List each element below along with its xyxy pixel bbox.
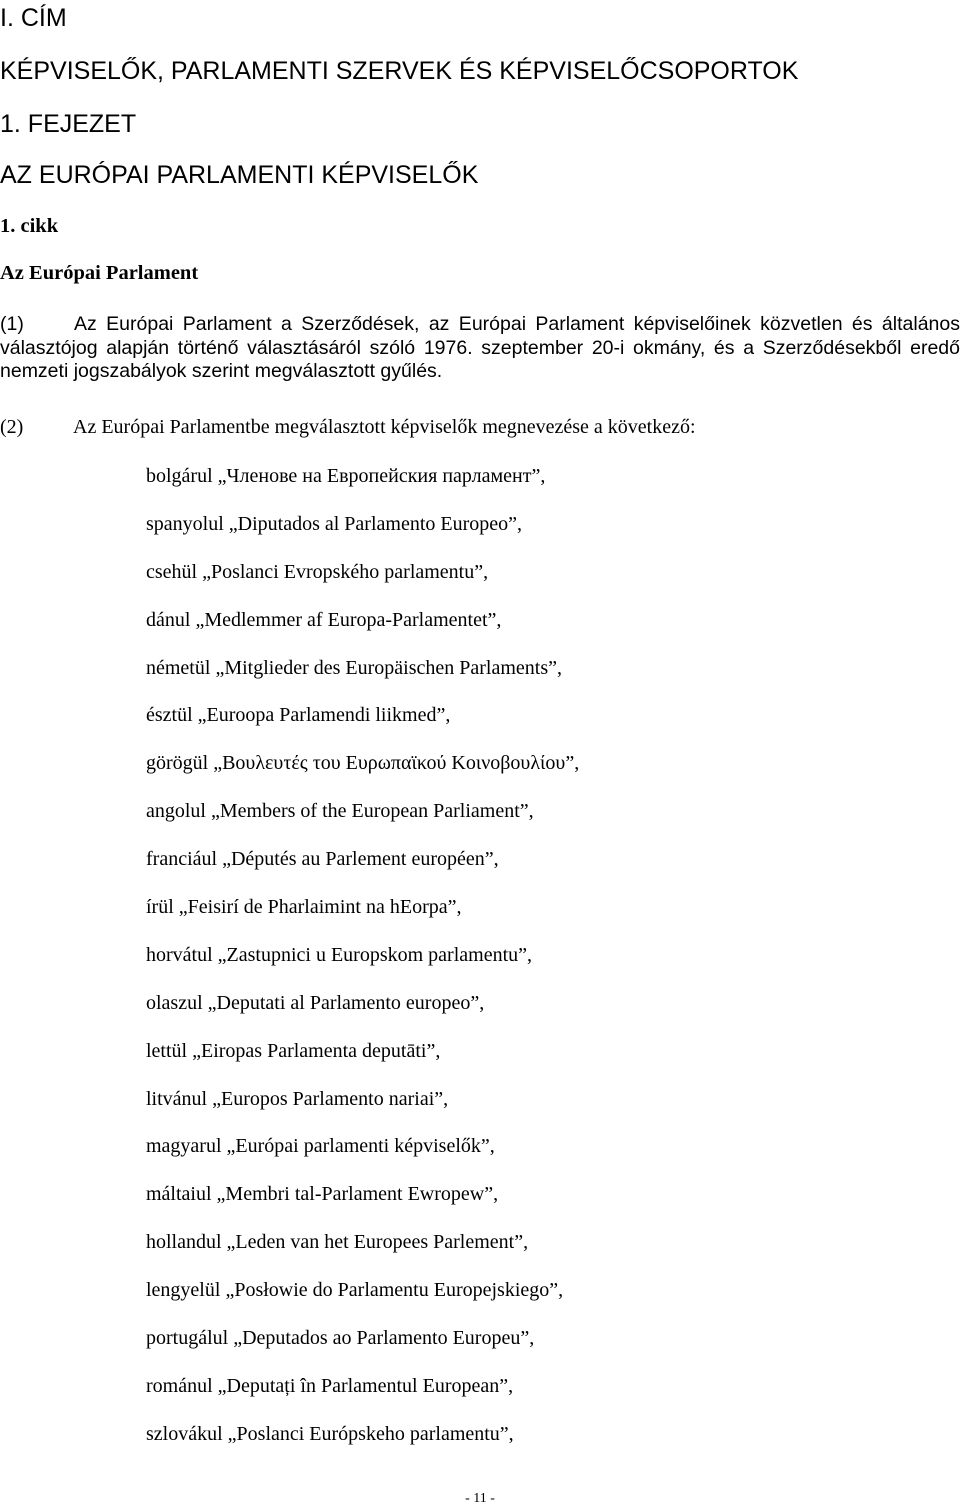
designation-term: „Europos Parlamento nariai”,: [212, 1087, 449, 1110]
language-name: hollandul: [146, 1231, 222, 1254]
list-item: [146, 1129, 579, 1177]
language-name: olaszul: [146, 991, 203, 1014]
designation-term: „Poslanci Evropského parlamentu”,: [202, 560, 489, 583]
designation-term: „Членове на Европейския парламент”,: [217, 465, 546, 487]
designation-term: „Euroopa Parlamendi liikmed”,: [197, 704, 451, 727]
language-name: bolgárul: [146, 465, 213, 487]
language-name: dánul: [146, 608, 191, 631]
designation-term: „Leden van het Europees Parlement”,: [226, 1231, 529, 1254]
language-name: angolul: [146, 800, 206, 823]
language-name: görögül: [146, 752, 209, 775]
paragraph-1: [0, 313, 960, 384]
list-item: [146, 698, 579, 746]
language-name: lengyelül: [146, 1279, 221, 1302]
list-item: [146, 938, 579, 986]
language-name: szlovákul: [146, 1422, 223, 1445]
part-subtitle: KÉPVISELŐK, PARLAMENTI SZERVEK ÉS KÉPVISELŐCSOPORTOK: [0, 57, 799, 85]
article-number: 1. cikk: [0, 215, 59, 237]
part-title: I. CÍM: [0, 4, 67, 32]
designation-term: „Poslanci Európskeho parlamentu”,: [227, 1422, 514, 1445]
designation-term: „Deputati al Parlamento europeo”,: [207, 991, 485, 1014]
designation-term: „Európai parlamenti képviselők”,: [226, 1135, 495, 1158]
designation-term: „Deputați în Parlamentul European”,: [217, 1374, 514, 1397]
language-name: portugálul: [146, 1327, 229, 1350]
list-item: [146, 1321, 579, 1369]
list-item: [146, 746, 579, 794]
language-name: franciául: [146, 848, 218, 871]
designation-term: „Eiropas Parlamenta deputāti”,: [192, 1039, 441, 1062]
designation-term: „Diputados al Parlamento Europeo”,: [228, 512, 523, 535]
list-item: [146, 986, 579, 1034]
language-name: horvátul: [146, 943, 213, 966]
paragraph-2-number: (2): [0, 416, 24, 438]
language-name: máltaiul: [146, 1183, 212, 1206]
list-item: [146, 1273, 579, 1321]
list-item: [146, 1177, 579, 1225]
list-item: [146, 603, 579, 651]
list-item: [146, 794, 579, 842]
language-name: lettül: [146, 1039, 188, 1062]
designation-term: „Feisirí de Pharlaimint na hEorpa”,: [178, 896, 462, 919]
list-item: [146, 1417, 579, 1465]
list-item: [146, 1034, 579, 1082]
designation-term: „Posłowie do Parlamentu Europejskiego”,: [225, 1279, 564, 1302]
list-item: [146, 890, 579, 938]
designation-term: „Zastupnici u Europskom parlamentu”,: [217, 943, 533, 966]
paragraph-1-text: Az Európai Parlament a Szerződések, az Európai Parlament képviselőinek közvetlen és általános választójog alapján történő választásáról szóló 1976. szeptember 20-i okmány, és a Szerződésekből eredő nemzeti jogszabályok szerint megválasztott gyűlés.: [0, 313, 960, 382]
language-name: litvánul: [146, 1087, 208, 1110]
language-name: magyarul: [146, 1135, 222, 1158]
language-name: németül: [146, 656, 211, 679]
list-item: [146, 1082, 579, 1130]
paragraph-2-text: Az Európai Parlamentbe megválasztott képviselők megnevezése a következő:: [73, 416, 696, 438]
article-title: Az Európai Parlament: [0, 262, 199, 284]
language-name: spanyolul: [146, 512, 224, 535]
paragraph-2: [0, 415, 696, 439]
list-item: [146, 1225, 579, 1273]
page-number: - 11 -: [465, 1491, 495, 1506]
designation-term: „Députés au Parlement européen”,: [222, 848, 499, 871]
language-name: írül: [146, 896, 174, 919]
paragraph-1-number: (1): [0, 313, 24, 335]
list-item: [146, 651, 579, 699]
designation-term: „Deputados ao Parlamento Europeu”,: [233, 1327, 535, 1350]
list-item: [146, 842, 579, 890]
list-item: [146, 555, 579, 603]
designation-term: „Medlemmer af Europa-Parlamentet”,: [195, 608, 502, 631]
designation-term: „Βουλευτές του Ευρωπαϊκού Κοινοβουλίου”,: [213, 752, 580, 775]
list-item: [146, 507, 579, 555]
chapter-title: AZ EURÓPAI PARLAMENTI KÉPVISELŐK: [0, 161, 479, 189]
designation-term: „Members of the European Parliament”,: [211, 800, 534, 823]
designation-term: „Membri tal-Parlament Ewropew”,: [216, 1183, 499, 1206]
language-name: románul: [146, 1374, 213, 1397]
list-item: [146, 1369, 579, 1417]
designation-list: [146, 459, 579, 1465]
chapter-number: 1. FEJEZET: [0, 110, 137, 138]
designation-term: „Mitglieder des Europäischen Parlaments”,: [215, 656, 562, 679]
language-name: csehül: [146, 560, 198, 583]
list-item: [146, 459, 579, 507]
language-name: észtül: [146, 704, 193, 727]
